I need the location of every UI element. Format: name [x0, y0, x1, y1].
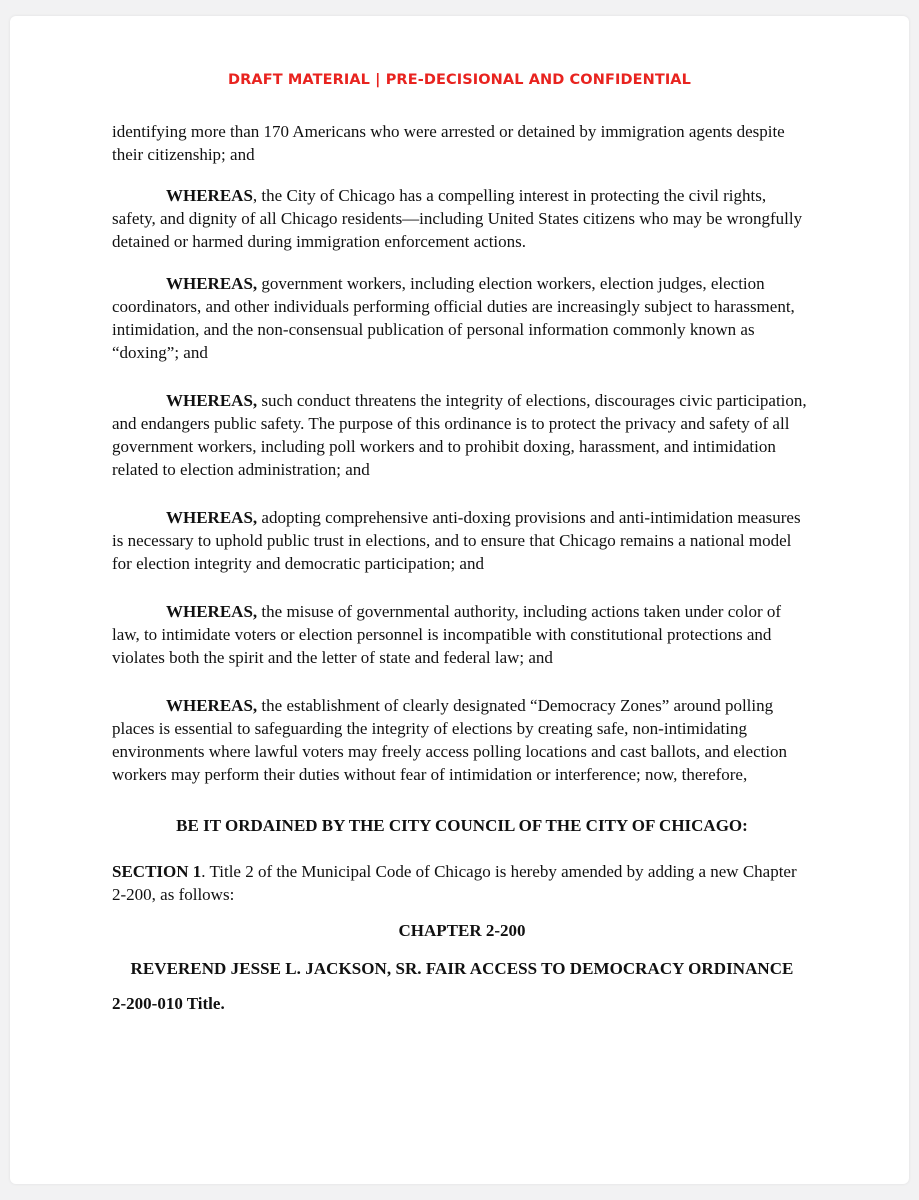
whereas-paragraph-1	[112, 184, 812, 253]
document-body	[112, 120, 812, 1015]
section-1	[112, 860, 812, 906]
whereas-paragraph-2	[112, 272, 812, 364]
whereas-text: adopting comprehensive anti-doxing provisions and anti-intimidation measures is necessary to uphold public trust in elections, and to ensure that Chicago remains a national model for election integrity and democratic participation; and	[112, 508, 801, 573]
section-text: . Title 2 of the Municipal Code of Chicago is hereby amended by adding a new Chapter 2-200, as follows:	[112, 862, 797, 904]
document-page	[10, 16, 909, 1184]
whereas-paragraph-6	[112, 694, 812, 786]
subsection-heading: 2-200-010 Title.	[112, 994, 225, 1013]
whereas-label: WHEREAS,	[166, 391, 258, 410]
whereas-label: WHEREAS,	[166, 274, 258, 293]
whereas-text: the establishment of clearly designated “Democracy Zones” around polling places is essential to safeguarding the integrity of elections by creating safe, non-intimidating environments where lawful voters may freely access polling locations and cast ballots, and election workers may perform their duties without fear of intimidation or interference; now, therefore,	[112, 696, 788, 784]
paragraph-continuation: identifying more than 170 Americans who were arrested or detained by immigration agents despite their citizenship; and	[112, 122, 785, 164]
whereas-text: such conduct threatens the integrity of elections, discourages civic participation, and endangers public safety. The purpose of this ordinance is to protect the privacy and safety of all government workers, including poll workers and to prohibit doxing, harassment, and intimidation related to election administration; and	[112, 391, 807, 479]
whereas-text: government workers, including election workers, election judges, election coordinators, and other individuals performing official duties are increasingly subject to harassment, intimidation, and the non-consensual publication of personal information commonly known as “doxing”; and	[112, 274, 795, 362]
ordaining-clause: BE IT ORDAINED BY THE CITY COUNCIL OF THE CITY OF CHICAGO:	[176, 816, 748, 835]
chapter-heading: CHAPTER 2-200	[398, 921, 526, 940]
whereas-paragraph-4	[112, 506, 812, 575]
whereas-text: the misuse of governmental authority, including actions taken under color of law, to intimidate voters or election personnel is incompatible with constitutional protections and violates both the spirit and the letter of state and federal law; and	[112, 602, 782, 667]
whereas-label: WHEREAS,	[166, 696, 258, 715]
whereas-paragraph-3	[112, 389, 812, 481]
whereas-label: WHEREAS,	[166, 602, 258, 621]
draft-banner: DRAFT MATERIAL | PRE-DECISIONAL AND CONFIDENTIAL	[228, 72, 691, 88]
whereas-label: WHEREAS	[166, 186, 253, 205]
whereas-text: , the City of Chicago has a compelling interest in protecting the civil rights, safety, and dignity of all Chicago residents—including United States citizens who may be wrongfully detained or harmed during immigration enforcement actions.	[112, 186, 803, 251]
whereas-paragraph-5	[112, 600, 812, 669]
chapter-title: REVEREND JESSE L. JACKSON, SR. FAIR ACCESS TO DEMOCRACY ORDINANCE	[130, 959, 794, 978]
section-label: SECTION 1	[112, 862, 202, 881]
whereas-label: WHEREAS,	[166, 508, 258, 527]
